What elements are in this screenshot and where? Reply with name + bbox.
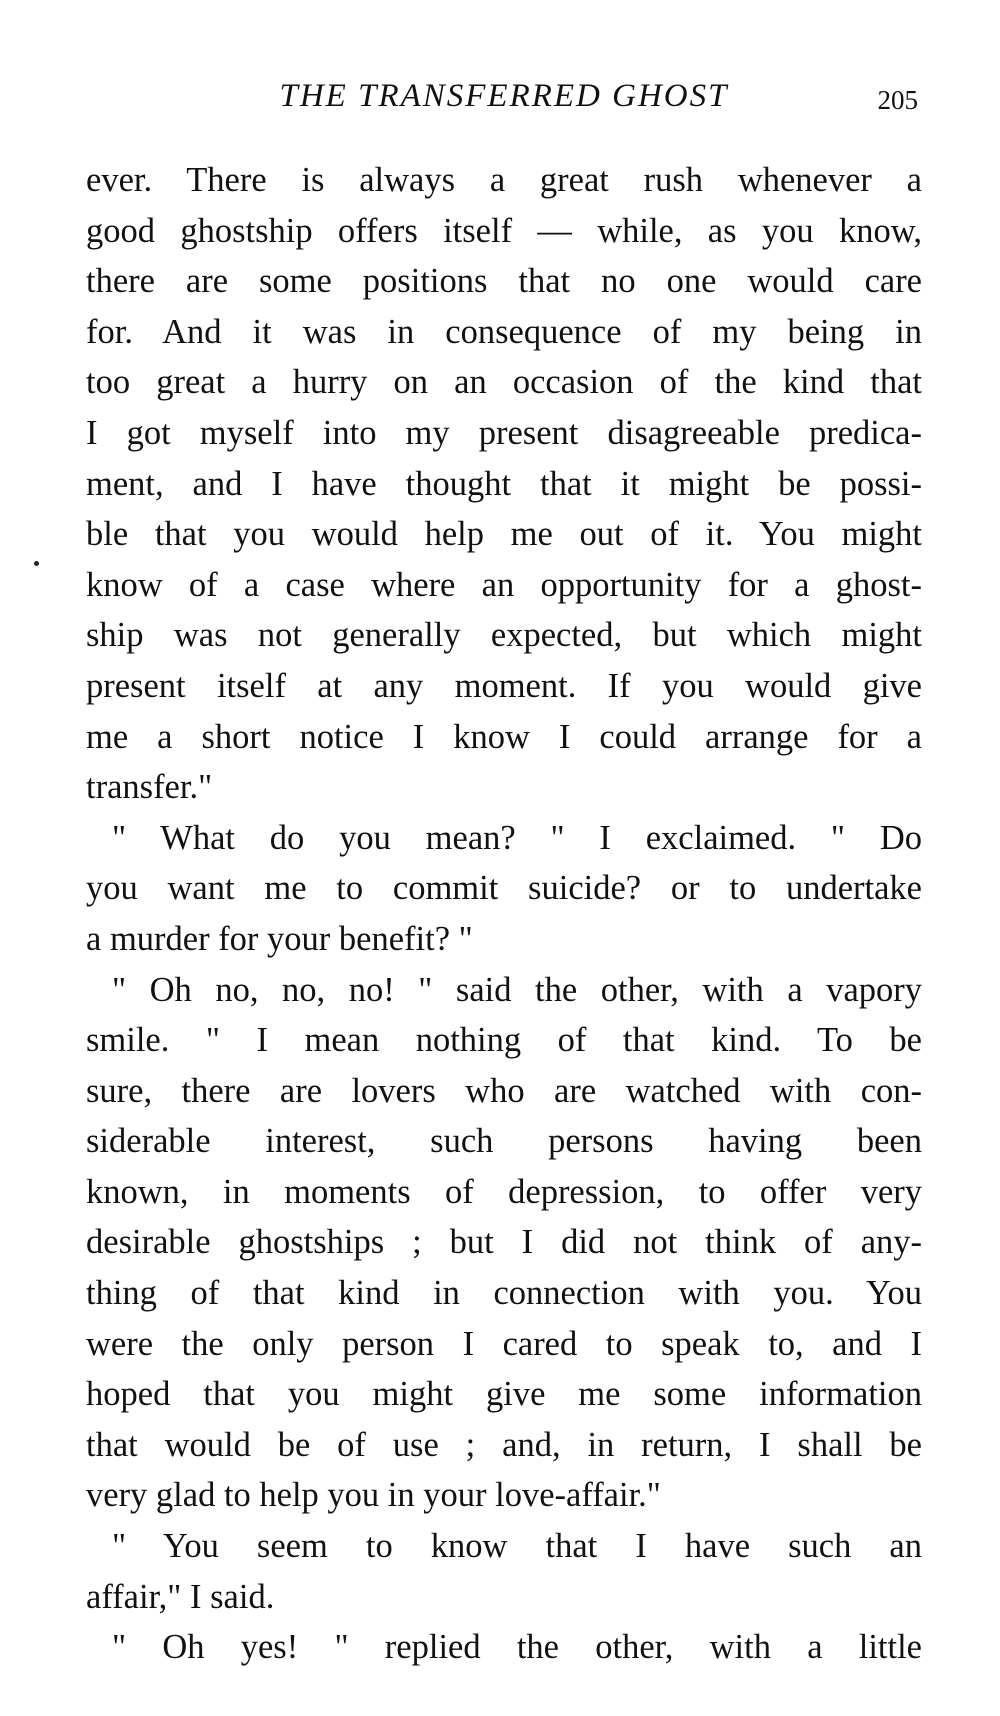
text-line: sure, there are lovers who are watched with con- xyxy=(86,1071,922,1110)
text-line: a murder for your benefit? " xyxy=(86,919,473,958)
running-title: THE TRANSFERRED GHOST xyxy=(279,78,729,114)
text-line: there are some positions that no one would care xyxy=(86,262,922,301)
text-line: very glad to help you in your love-affair." xyxy=(86,1476,661,1515)
text-line: present itself at any moment. If you would give xyxy=(86,666,922,705)
text-line: " Oh yes! " replied the other, with a little xyxy=(112,1628,922,1667)
text-line: ship was not generally expected, but which might xyxy=(86,616,922,655)
text-line: were the only person I cared to speak to, and I xyxy=(86,1324,922,1363)
text-line: I got myself into my present disagreeable predica- xyxy=(86,413,922,452)
text-line: " You seem to know that I have such an xyxy=(112,1527,922,1566)
body-text xyxy=(86,155,922,1673)
running-head xyxy=(86,74,922,118)
text-line: that would be of use ; and, in return, I shall be xyxy=(86,1425,922,1464)
stray-ink-dot xyxy=(34,561,39,566)
text-line: know of a case where an opportunity for a ghost- xyxy=(86,565,922,604)
text-line: you want me to commit suicide? or to undertake xyxy=(86,869,922,908)
text-line: hoped that you might give me some information xyxy=(86,1375,922,1414)
text-line: ble that you would help me out of it. You might xyxy=(86,515,922,554)
text-line: known, in moments of depression, to offer very xyxy=(86,1172,922,1211)
text-line: too great a hurry on an occasion of the kind that xyxy=(86,363,922,402)
text-line: good ghostship offers itself — while, as you know, xyxy=(86,211,922,250)
text-line: " Oh no, no, no! " said the other, with a vapory xyxy=(112,970,922,1009)
text-line: ment, and I have thought that it might be possi- xyxy=(86,464,922,503)
text-line: smile. " I mean nothing of that kind. To be xyxy=(86,1021,922,1060)
text-line: " What do you mean? " I exclaimed. " Do xyxy=(112,818,922,857)
text-line: desirable ghostships ; but I did not think of any- xyxy=(86,1223,922,1262)
text-line: ever. There is always a great rush whenever a xyxy=(86,161,922,199)
text-line: thing of that kind in connection with you. You xyxy=(86,1274,922,1313)
text-line: me a short notice I know I could arrange for a xyxy=(86,717,922,756)
page-number: 205 xyxy=(877,85,918,115)
text-line: affair," I said. xyxy=(86,1577,275,1616)
text-line: siderable interest, such persons having been xyxy=(86,1122,922,1161)
text-line: for. And it was in consequence of my being in xyxy=(86,312,922,351)
text-line: transfer." xyxy=(86,768,213,807)
